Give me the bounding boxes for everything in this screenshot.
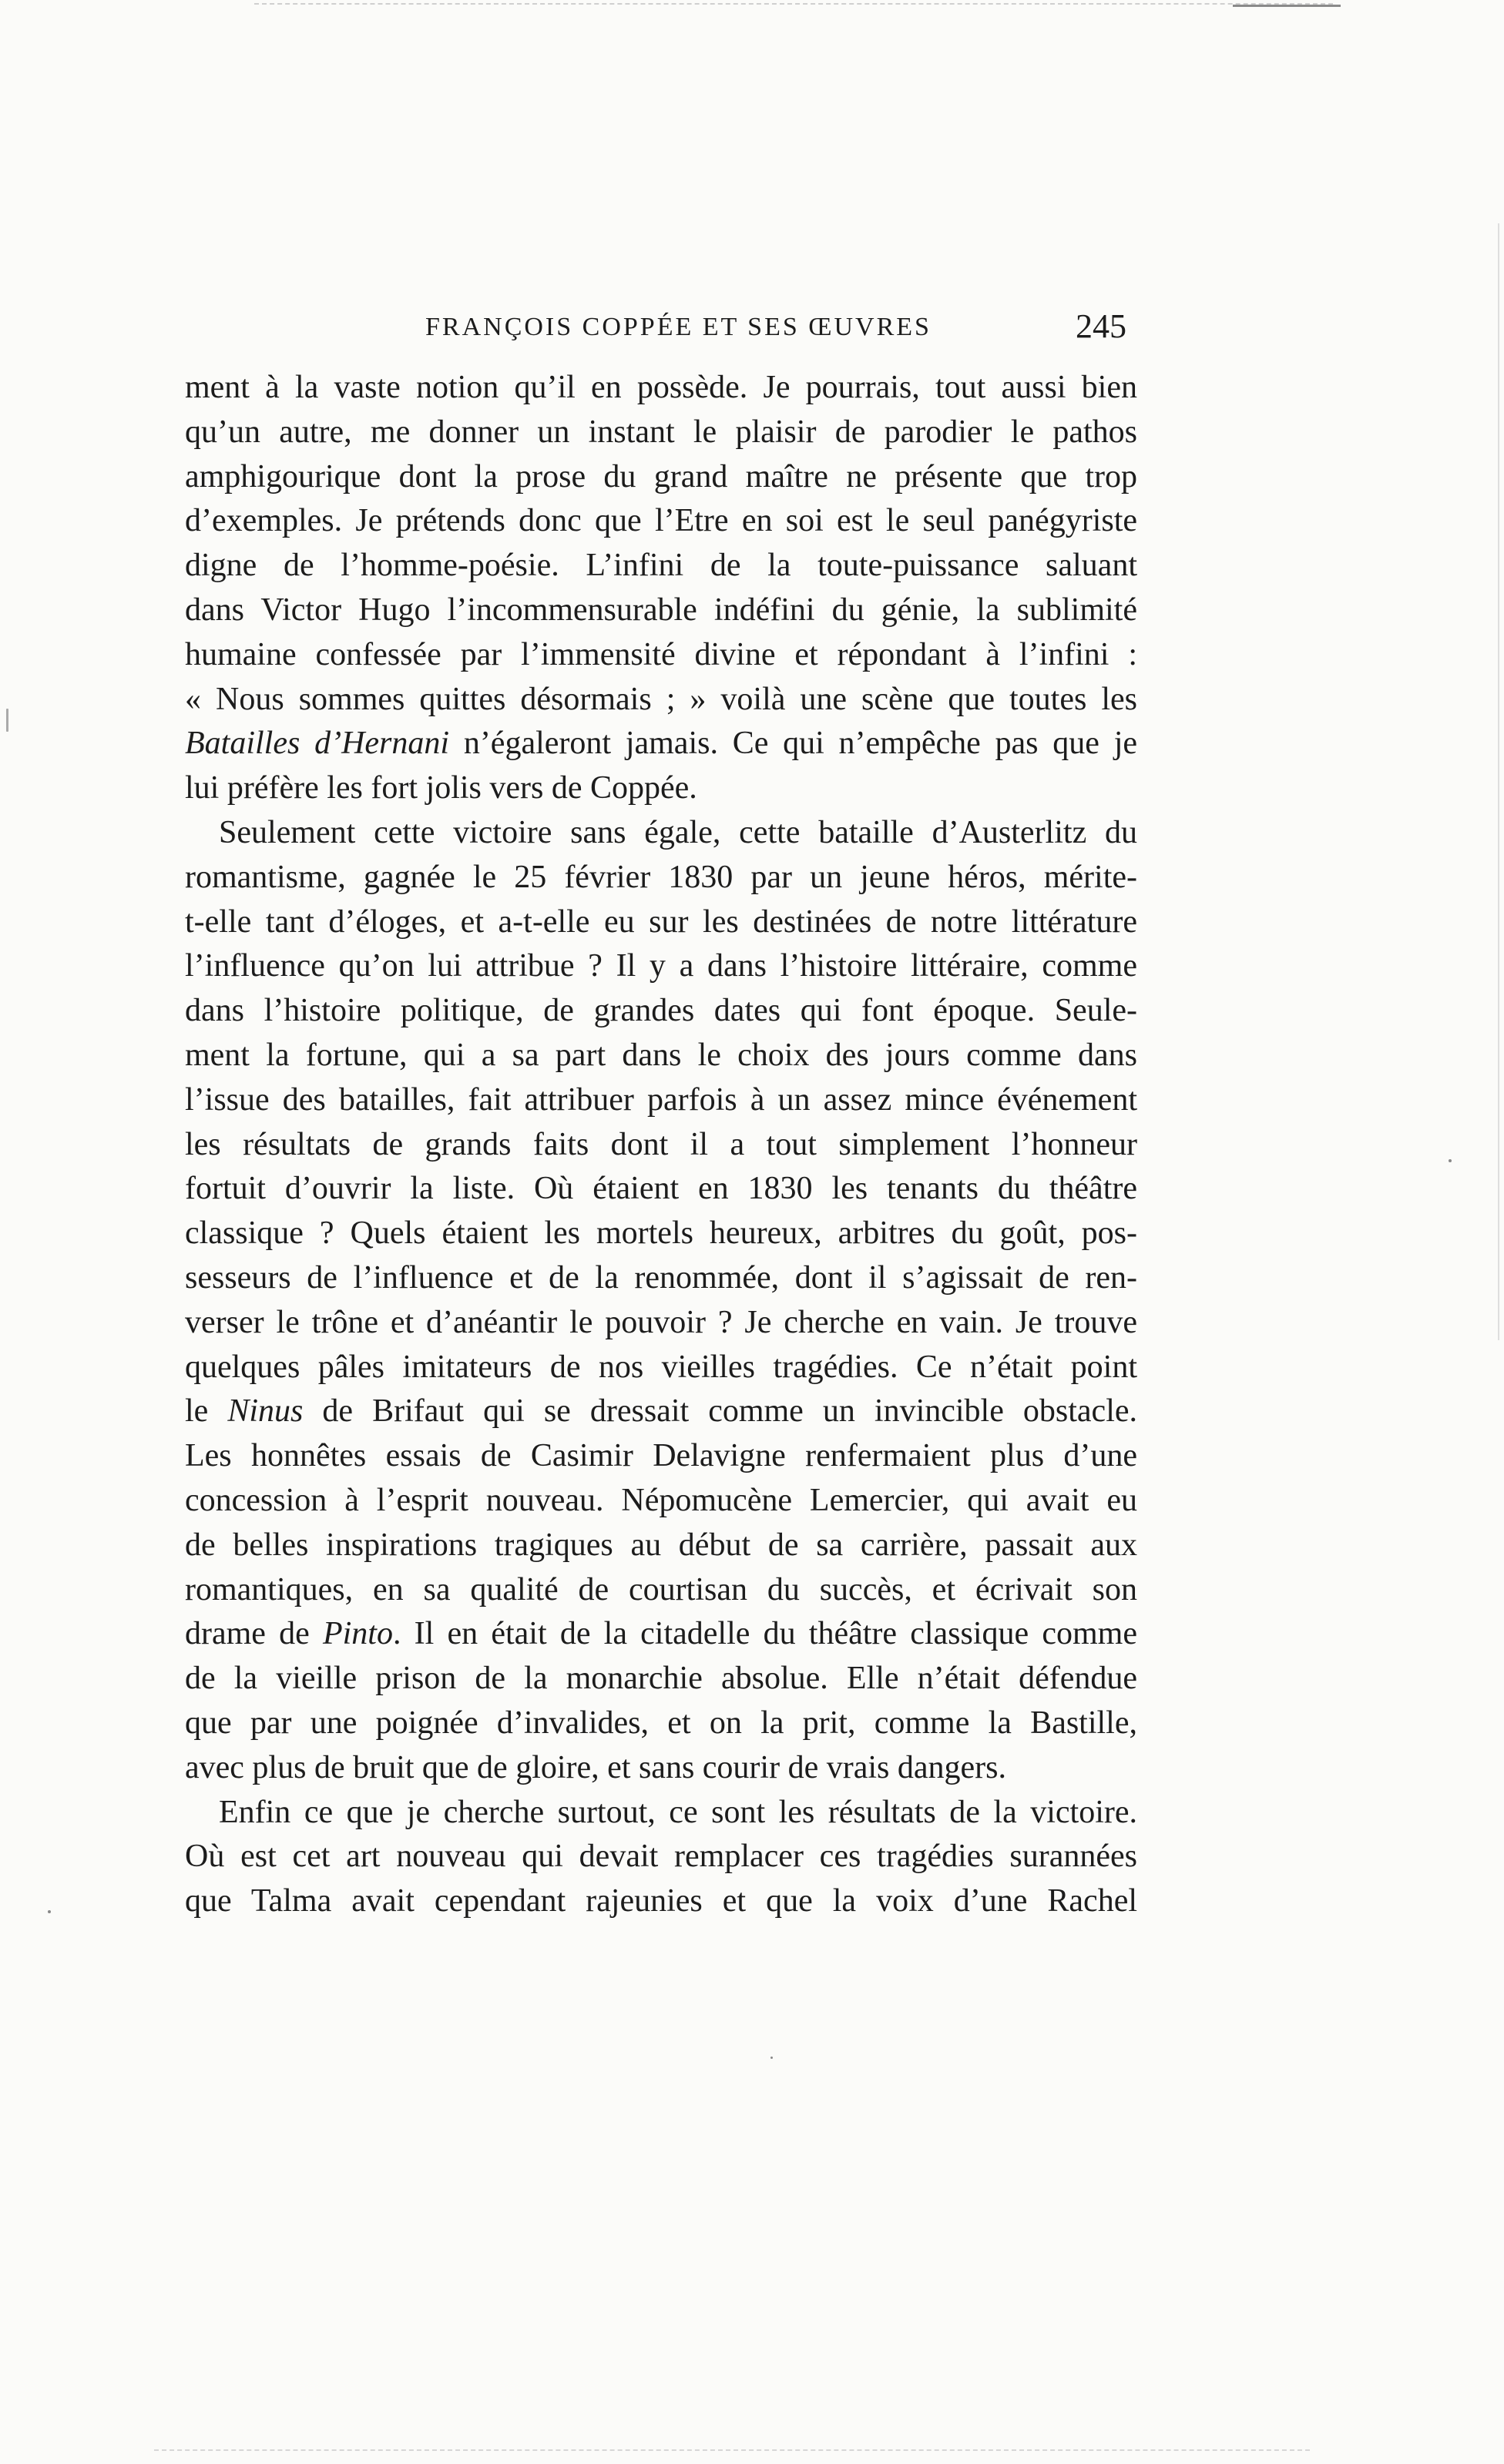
text-line: digne de l’homme-poésie. L’infini de la toute-puissance saluant <box>185 548 1137 584</box>
page-number: 245 <box>1076 307 1126 345</box>
text-fragment: de Brifaut qui se dressait comme un invincible obstacle. <box>303 1393 1138 1430</box>
text-line: quelques pâles imitateurs de nos vieilles tragédies. Ce n’était point <box>185 1349 1137 1385</box>
text-line: Les honnêtes essais de Casimir Delavigne renfermaient plus d’une <box>185 1438 1137 1474</box>
text-fragment: drame de <box>185 1616 323 1652</box>
text-line: les résultats de grands faits dont il a tout simplement l’honneur <box>185 1126 1137 1162</box>
text-line: romantiques, en sa qualité de courtisan du succès, et écrivait son <box>185 1571 1137 1607</box>
text-line: l’influence qu’on lui attribue ? Il y a dans l’histoire littéraire, comme <box>185 948 1137 984</box>
text-line: humaine confessée par l’immensité divine et répondant à l’infini : <box>185 636 1137 672</box>
paragraph-3 <box>185 1791 1137 1924</box>
text-fragment: le <box>185 1393 228 1430</box>
text-line: fortuit d’ouvrir la liste. Où étaient en 1830 les tenants du théâtre <box>185 1171 1137 1207</box>
text-line: dans Victor Hugo l’incommensurable indéfini du génie, la sublimité <box>185 592 1137 628</box>
text-line: Enfin ce que je cherche surtout, ce sont les résultats de la victoire. <box>219 1794 1137 1830</box>
scan-edge-right <box>1498 223 1499 1340</box>
text-line: que par une poignée d’invalides, et on la prit, comme la Bastille, <box>185 1705 1137 1741</box>
text-line: de belles inspirations tragiques au début de sa carrière, passait aux <box>185 1527 1137 1563</box>
text-line: verser le trône et d’anéantir le pouvoir ? Je cherche en vain. Je trouve <box>185 1304 1137 1340</box>
text-line <box>185 1612 1137 1657</box>
text-line: de la vieille prison de la monarchie absolue. Elle n’était défendue <box>185 1661 1137 1697</box>
text-line: ment la fortune, qui a sa part dans le choix des jours comme dans <box>185 1037 1137 1073</box>
text-line: que Talma avait cependant rajeunies et que la voix d’une Rachel <box>185 1883 1137 1919</box>
text-line: Où est cet art nouveau qui devait remplacer ces tragédies surannées <box>185 1839 1137 1875</box>
scan-edge-mark <box>1233 5 1341 7</box>
text-line: qu’un autre, me donner un instant le plaisir de parodier le pathos <box>185 414 1137 450</box>
text-line: amphigourique dont la prose du grand maître ne présente que trop <box>185 458 1137 494</box>
text-fragment: . Il en était de la citadelle du théâtre classique comme <box>392 1616 1137 1652</box>
text-line: lui préfère les fort jolis vers de Coppée. <box>185 770 697 806</box>
text-line <box>185 1390 1137 1434</box>
text-line: classique ? Quels étaient les mortels heureux, arbitres du goût, pos- <box>185 1215 1137 1252</box>
paragraph-1 <box>185 366 1137 811</box>
italic-title: Ninus <box>227 1393 304 1430</box>
text-line: concession à l’esprit nouveau. Népomucène Lemercier, qui avait eu <box>185 1482 1137 1518</box>
text-line <box>185 722 1137 766</box>
text-line: « Nous sommes quittes désormais ; » voilà une scène que toutes les <box>185 681 1137 717</box>
text-line: t-elle tant d’éloges, et a-t-elle eu sur les destinées de notre littérature <box>185 903 1137 940</box>
text-fragment: n’égaleront jamais. Ce qui n’empêche pas que je <box>449 726 1138 762</box>
italic-title: Batailles d’Hernani <box>185 726 450 762</box>
scan-edge-bottom <box>154 2449 1310 2451</box>
scan-speck <box>770 2057 773 2059</box>
running-header <box>185 307 1137 353</box>
scan-speck <box>6 709 8 732</box>
text-line: ment à la vaste notion qu’il en possède. Je pourrais, tout aussi bien <box>185 370 1137 405</box>
body-text <box>185 366 1137 1924</box>
paragraph-2 <box>185 811 1137 1791</box>
scan-edge-top <box>254 3 1333 5</box>
text-line: avec plus de bruit que de gloire, et sans courir de vrais dangers. <box>185 1749 1006 1785</box>
running-title: FRANÇOIS COPPÉE ET SES ŒUVRES <box>425 313 932 341</box>
text-line: romantisme, gagnée le 25 février 1830 par un jeune héros, mérite- <box>185 859 1137 895</box>
scan-speck <box>48 1910 51 1913</box>
text-line: dans l’histoire politique, de grandes dates qui font époque. Seule- <box>185 993 1137 1029</box>
text-line: l’issue des batailles, fait attribuer parfois à un assez mince événement <box>185 1081 1137 1118</box>
italic-title: Pinto <box>322 1616 393 1652</box>
scan-speck <box>1449 1159 1452 1162</box>
text-line: sesseurs de l’influence et de la renommée, dont il s’agissait de ren- <box>185 1259 1137 1296</box>
text-line: d’exemples. Je prétends donc que l’Etre en soi est le seul panégyriste <box>185 503 1137 539</box>
text-line: Seulement cette victoire sans égale, cette bataille d’Austerlitz du <box>219 814 1137 850</box>
